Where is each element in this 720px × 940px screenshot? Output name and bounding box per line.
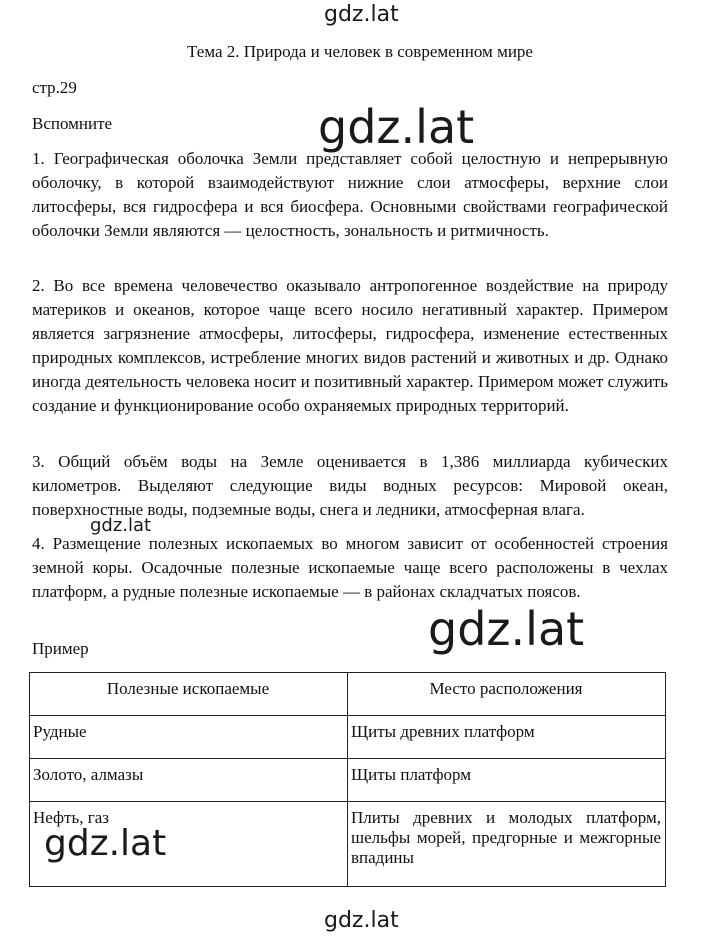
table-cell: Рудные	[30, 716, 348, 759]
table-cell: Щиты древних платформ	[348, 716, 666, 759]
example-heading: Пример	[32, 639, 89, 658]
paragraph-1: 1. Географическая оболочка Земли представляет собой целостную и непрерывную оболочку, в которой взаимодействуют нижние слои атмосферы, верхние слои литосферы, вся гидросфера и вся биосфера. Основными свойствами географической оболочки Земли являются — целостность, зональность и ритмичность.	[32, 149, 668, 240]
watermark-large: gdz.lat	[428, 602, 585, 656]
page-reference: стр.29	[32, 78, 77, 97]
table-cell: Щиты платформ	[348, 759, 666, 802]
table-header-location: Место расположения	[348, 673, 666, 716]
table-header-minerals: Полезные ископаемые	[30, 673, 348, 716]
page-title: Тема 2. Природа и человек в современном мире	[187, 42, 533, 61]
table-header-row	[30, 673, 666, 716]
watermark-bottom: gdz.lat	[324, 908, 399, 933]
table-row	[30, 759, 666, 802]
watermark-inline: gdz.lat	[90, 515, 152, 536]
remember-heading: Вспомните	[32, 114, 113, 133]
table-cell: Нефть, газ	[30, 802, 348, 887]
table-cell: Золото, алмазы	[30, 759, 348, 802]
watermark-top: gdz.lat	[324, 2, 399, 27]
watermark-large: gdz.lat	[318, 100, 475, 154]
table-cell: Плиты древних и молодых платформ, шельфы морей, предгорные и межгорные впадины	[348, 802, 666, 887]
paragraph-2: 2. Во все времена человечество оказывало антропогенное воздействие на природу материков и океанов, которое чаще всего носило негативный характер. Примером является загрязнение атмосферы, литосферы, гидросфера, изменение естественных природных комплексов, истребление многих видов растений и животных и др. Однако иногда деятельность человека носит и позитивный характер. Примером может служить создание и функционирование особо охраняемых природных территорий.	[32, 276, 668, 415]
paragraph-3: 3. Общий объём воды на Земле оценивается в 1,386 миллиарда кубических километров. Выделяют следующие виды водных ресурсов: Мировой океан, поверхностные воды, подземные воды, снега и ледники, атмосферная влага.	[32, 452, 668, 519]
paragraph-4: 4. Размещение полезных ископаемых во многом зависит от особенностей строения земной коры. Осадочные полезные ископаемые чаще всего расположены в чехлах платформ, а рудные полезные ископаемые — в районах складчатых поясов.	[32, 534, 668, 601]
table-row	[30, 716, 666, 759]
watermark-table: gdz.lat	[44, 823, 167, 864]
